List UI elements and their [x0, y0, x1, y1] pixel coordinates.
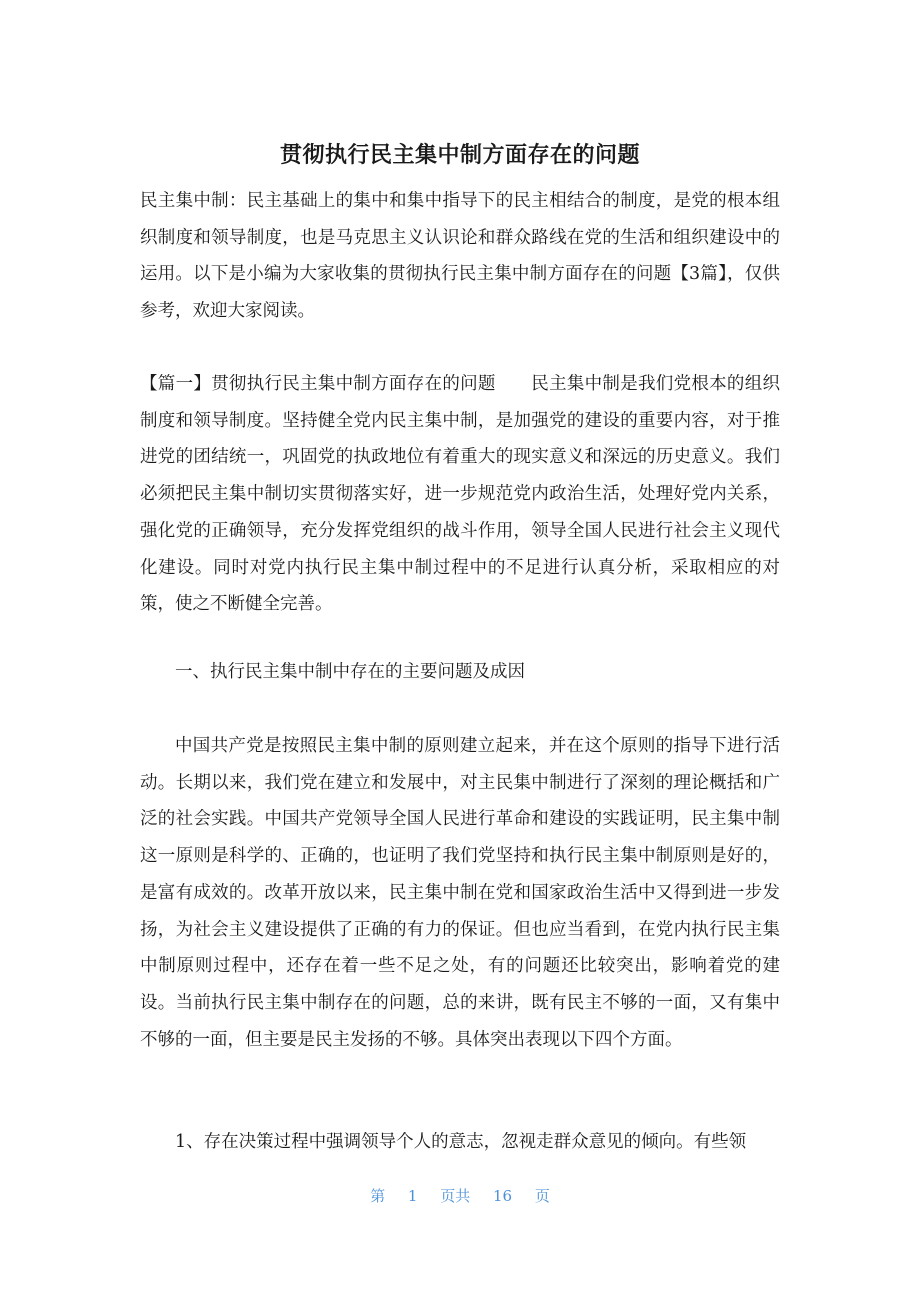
page-footer: [0, 1185, 920, 1206]
footer-prefix: 第: [370, 1187, 386, 1205]
footer-current-page: 1: [407, 1187, 418, 1205]
footer-total-pages: 16: [493, 1187, 513, 1205]
intro-paragraph: 民主集中制：民主基础上的集中和集中指导下的民主相结合的制度，是党的根本组织制度和领导制度，也是马克思主义认识论和群众路线在党的生活和组织建设中的运用。以下是小编为大家收集的贯彻执行民主集中制方面存在的问题【3篇】，仅供参考，欢迎大家阅读。: [140, 191, 780, 322]
footer-mid: 页共: [440, 1187, 471, 1205]
part-one-paragraph: 【篇一】贯彻执行民主集中制方面存在的问题 民主集中制是我们党根本的组织制度和领导制度。坚持健全党内民主集中制，是加强党的建设的重要内容，对于推进党的团结统一，巩固党的执政地位有着重大的现实意义和深远的历史意义。我们必须把民主集中制切实贯彻落实好，进一步规范党内政治生活，处理好党内关系，强化党的正确领导，充分发挥党组织的战斗作用，领导全国人民进行社会主义现代化建设。同时对党内执行民主集中制过程中的不足进行认真分析，采取相应的对策，使之不断健全完善。: [140, 374, 780, 615]
footer-suffix: 页: [534, 1187, 550, 1205]
section-heading-one: 一、执行民主集中制中存在的主要问题及成因: [175, 662, 525, 682]
item-one-paragraph: 1、存在决策过程中强调领导个人的意志，忽视走群众意见的倾向。有些领: [175, 1132, 747, 1152]
cpc-paragraph: 中国共产党是按照民主集中制的原则建立起来，并在这个原则的指导下进行活动。长期以来，我们党在建立和发展中，对主民集中制进行了深刻的理论概括和广泛的社会实践。中国共产党领导全国人民进行革命和建设的实践证明，民主集中制这一原则是科学的、正确的，也证明了我们党坚持和执行民主集中制原则是好的，是富有成效的。改革开放以来，民主集中制在党和国家政治生活中又得到进一步发扬，为社会主义建设提供了正确的有力的保证。但也应当看到，在党内执行民主集中制原则过程中，还存在着一些不足之处，有的问题还比较突出，影响着党的建设。当前执行民主集中制存在的问题，总的来讲，既有民主不够的一面，又有集中不够的一面，但主要是民主发扬的不够。具体突出表现以下四个方面。: [140, 736, 780, 1050]
document-title: 贯彻执行民主集中制方面存在的问题: [279, 143, 640, 168]
